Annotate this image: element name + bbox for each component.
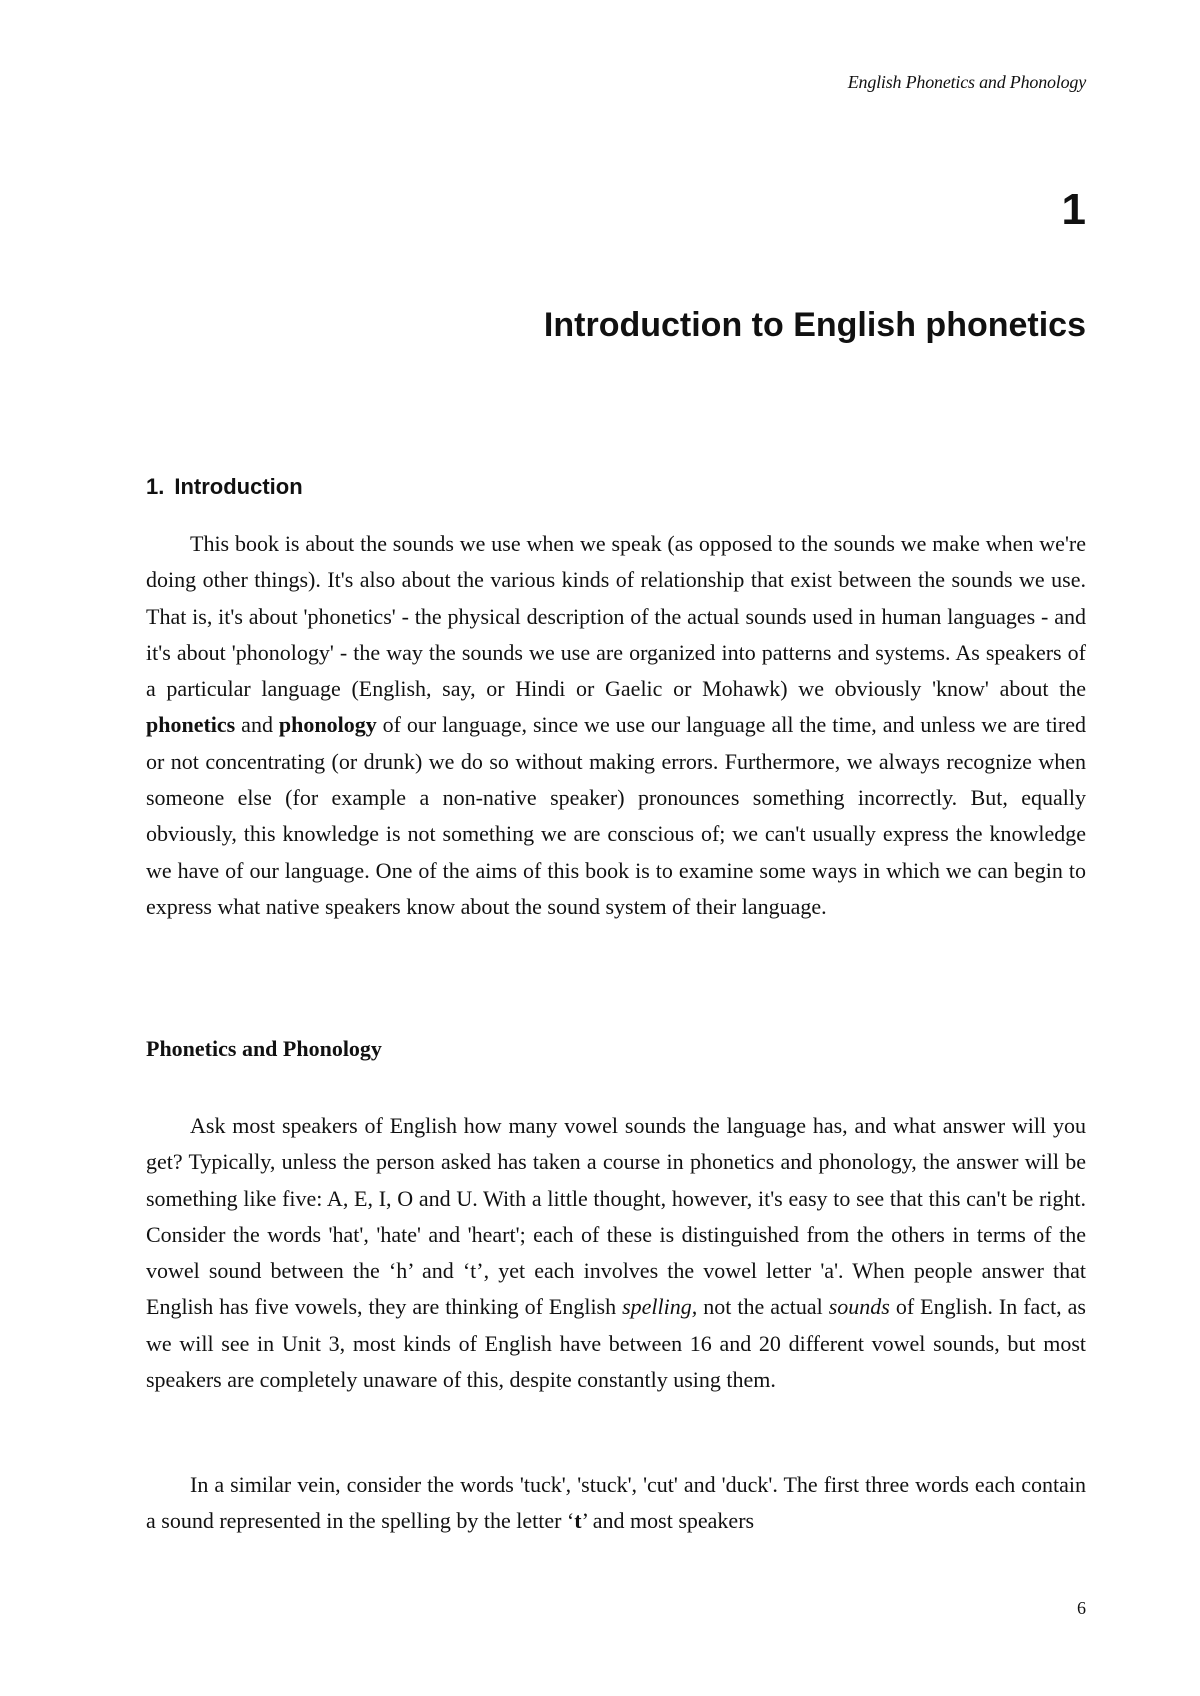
paragraph-introduction <box>146 526 1086 925</box>
section-number: 1. <box>146 474 165 499</box>
page-number: 6 <box>1077 1598 1086 1618</box>
running-header: English Phonetics and Phonology <box>847 72 1086 92</box>
section-title: Introduction <box>174 474 303 499</box>
paragraph-vowels <box>146 1108 1086 1398</box>
bold-term-phonology: phonology <box>278 712 377 738</box>
section-heading <box>146 474 1086 500</box>
bold-letter-t: t <box>574 1508 582 1534</box>
italic-term-sounds: sounds <box>828 1294 890 1320</box>
paragraph-text: and <box>235 712 279 738</box>
paragraph-text: of English. In fact, as we will see in Unit 3, most kinds of English have between 16 and 20 different vowel sounds, but most speakers are completely unaware of this, despite constantly using them. <box>146 1294 1086 1393</box>
subsection-heading: Phonetics and Phonology <box>146 1036 382 1061</box>
chapter-number: 1 <box>1061 185 1086 234</box>
paragraph-text: In a similar vein, consider the words 'tuck', 'stuck', 'cut' and 'duck'. The first three words each contain a sound represented in the spelling by the letter ‘ <box>146 1472 1086 1534</box>
paragraph-text: of our language, since we use our language all the time, and unless we are tired or not concentrating (or drunk) we do so without making errors. Furthermore, we always recognize when someone else (for example a non-native speaker) pronounces something incorrectly. But, equally obviously, this knowledge is not something we are conscious of; we can't usually express the knowledge we have of our language. One of the aims of this book is to examine some ways in which we can begin to express what native speakers know about the sound system of their language. <box>146 712 1087 919</box>
italic-term-spelling: spelling, <box>622 1294 698 1320</box>
chapter-title: Introduction to English phonetics <box>543 306 1086 344</box>
paragraph-text: not the actual <box>697 1294 829 1320</box>
paragraph-text: ’ and most speakers <box>581 1508 755 1534</box>
paragraph-text: Ask most speakers of English how many vowel sounds the language has, and what answer will you get? Typically, unless the person asked has taken a course in phonetics and phonology, the answer will be something like five: A, E, I, O and U. With a little thought, however, it's easy to see that this can't be right. Consider the words 'hat', 'hate' and 'heart'; each of these is distinguished from the others in terms of the vowel sound between the ‘h’ and ‘t’, yet each involves the vowel letter 'a'. When people answer that English has five vowels, they are thinking of English <box>146 1113 1086 1320</box>
paragraph-text: This book is about the sounds we use when we speak (as opposed to the sounds we make when we're doing other things). It's also about the various kinds of relationship that exist between the sounds we use. That is, it's about 'phonetics' - the physical description of the actual sounds used in human languages - and it's about 'phonology' - the way the sounds we use are organized into patterns and systems. As speakers of a particular language (English, say, or Hindi or Gaelic or Mohawk) we obviously 'know' about the <box>146 531 1086 702</box>
bold-term-phonetics: phonetics <box>146 712 236 738</box>
paragraph-similar-vein <box>146 1467 1086 1540</box>
